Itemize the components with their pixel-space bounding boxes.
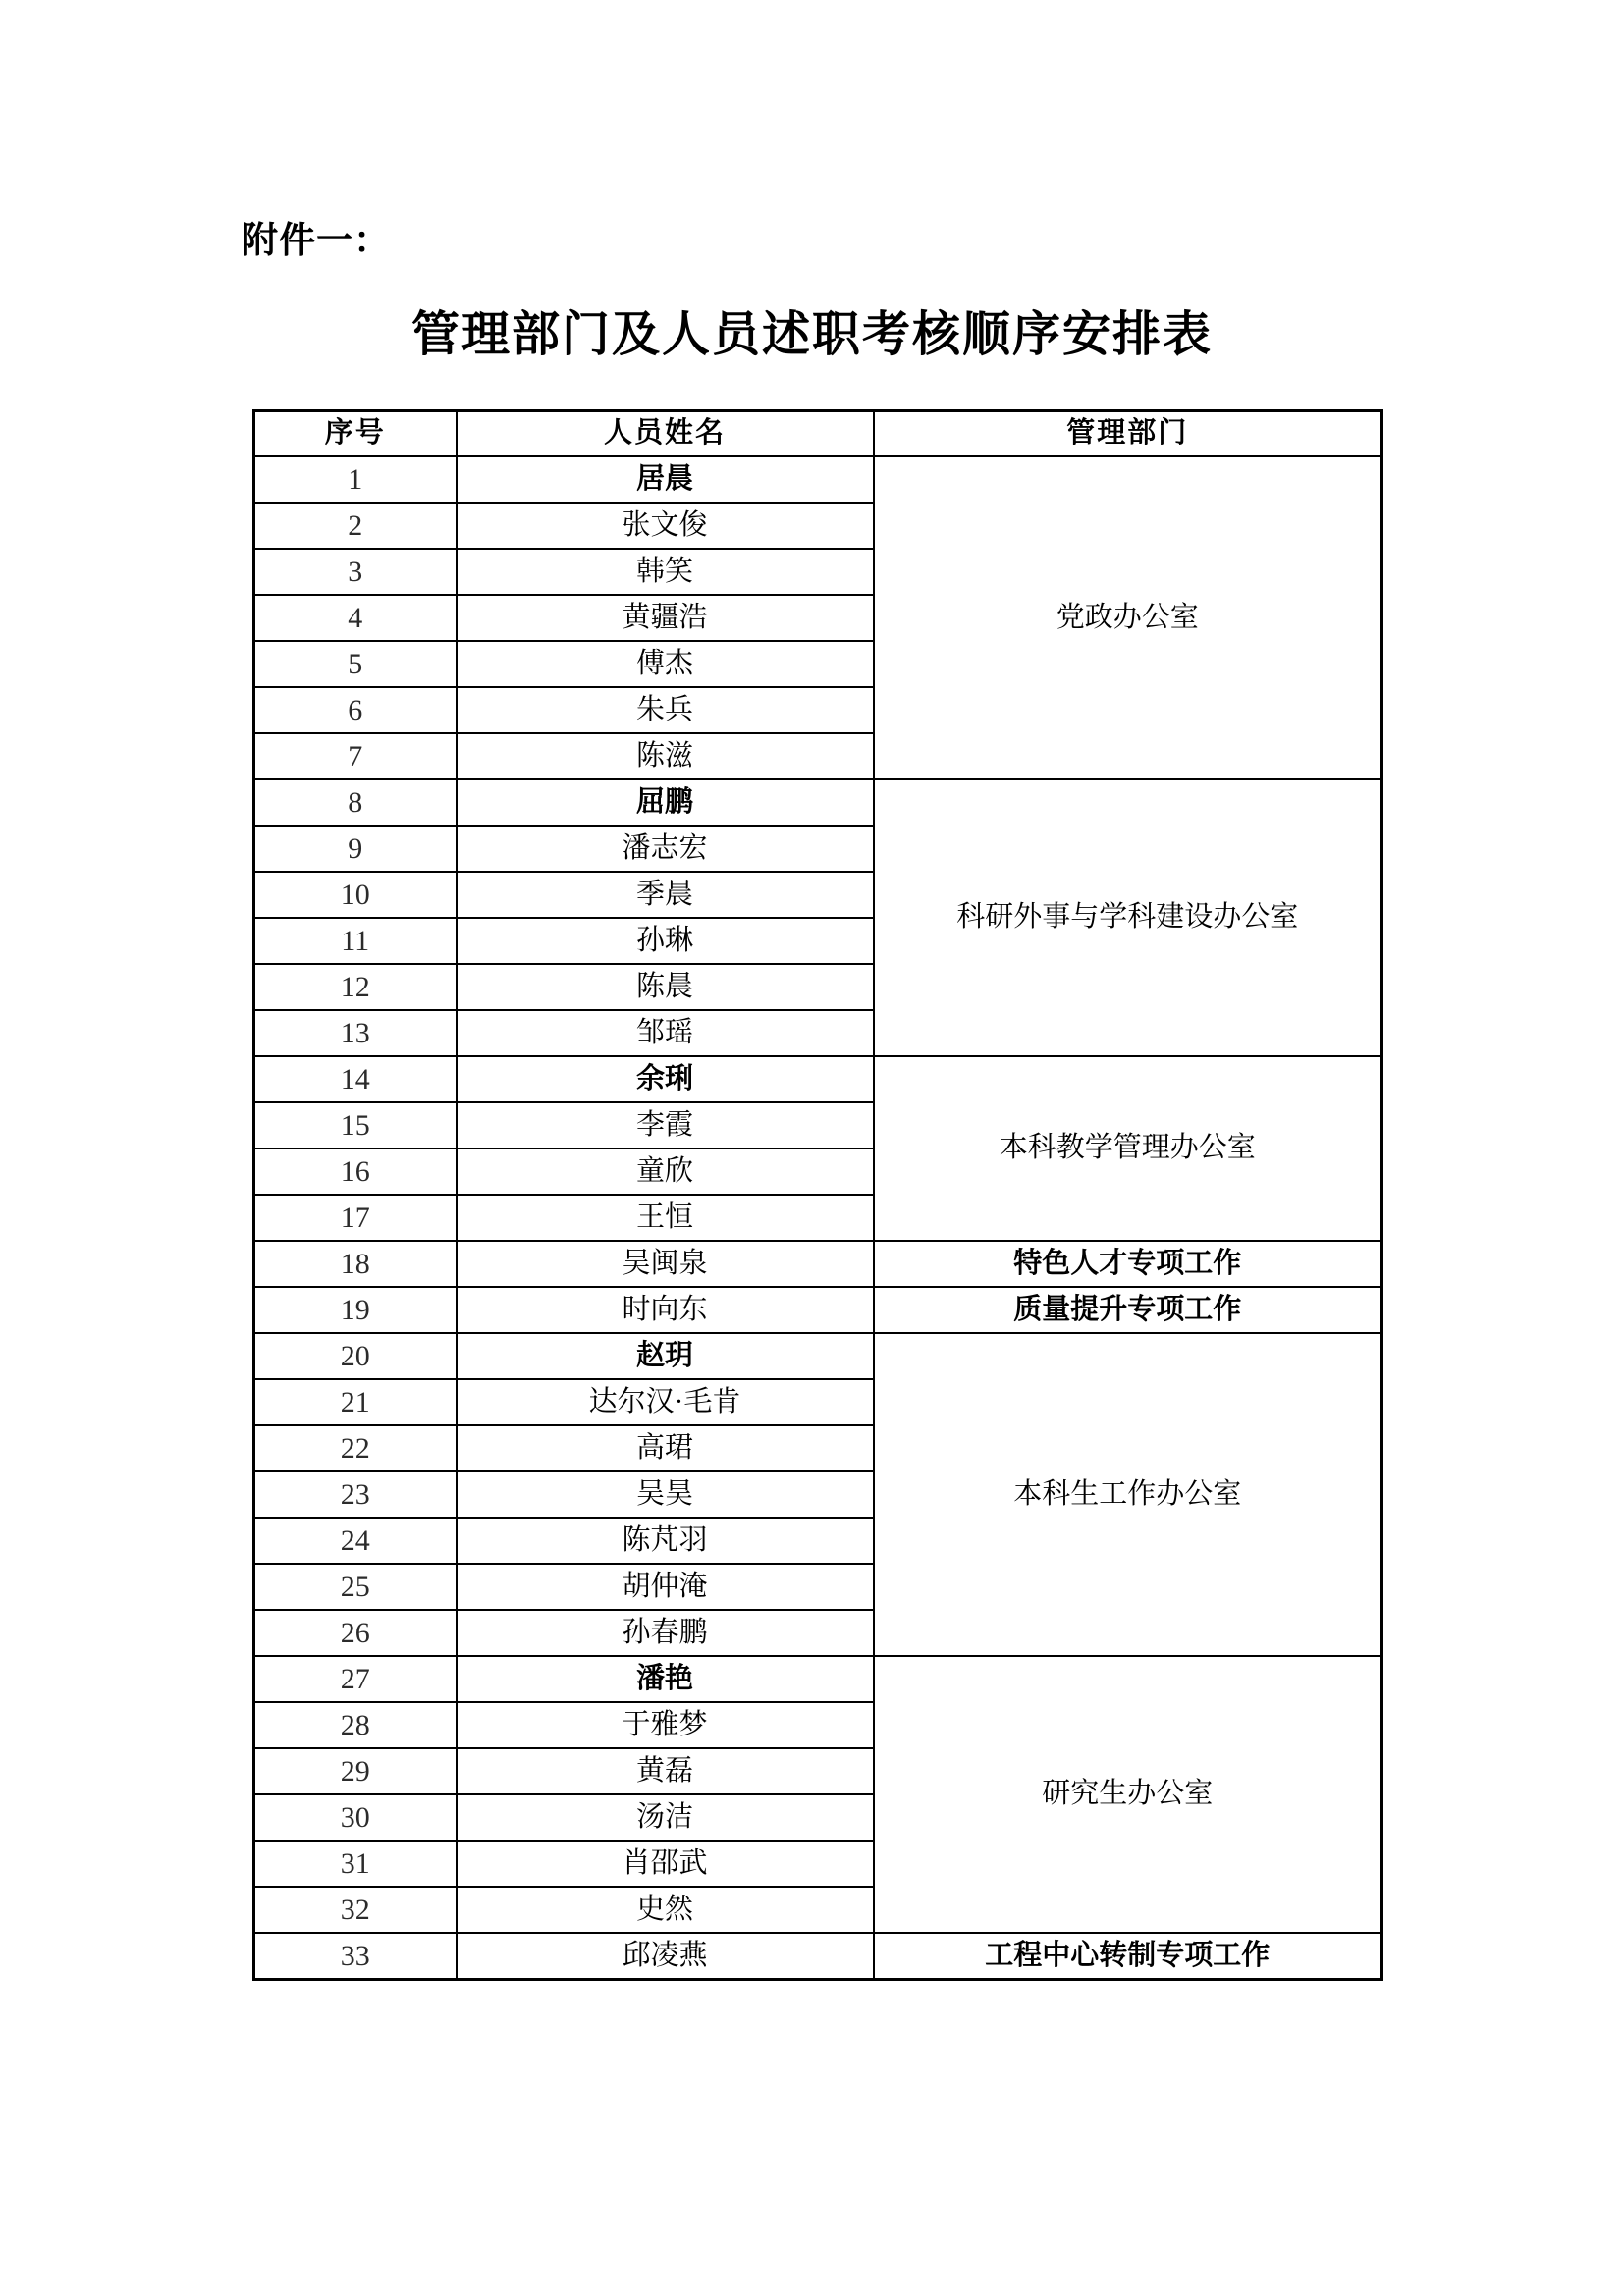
person-name-cell: 于雅梦 xyxy=(457,1702,874,1748)
row-number-cell: 31 xyxy=(254,1841,457,1887)
table-row xyxy=(254,779,1382,826)
person-name-cell: 季晨 xyxy=(457,872,874,918)
person-name-cell: 赵玥 xyxy=(457,1333,874,1379)
row-number-cell: 8 xyxy=(254,779,457,826)
row-number-cell: 17 xyxy=(254,1195,457,1241)
row-number-cell: 2 xyxy=(254,503,457,549)
person-name-cell: 邱凌燕 xyxy=(457,1933,874,1980)
row-number-cell: 25 xyxy=(254,1564,457,1610)
row-number-cell: 24 xyxy=(254,1518,457,1564)
row-number-cell: 13 xyxy=(254,1010,457,1056)
roster-table-container xyxy=(252,409,1380,1981)
row-number-cell: 19 xyxy=(254,1287,457,1333)
person-name-cell: 潘艳 xyxy=(457,1656,874,1702)
person-name-cell: 胡仲淹 xyxy=(457,1564,874,1610)
department-cell: 本科生工作办公室 xyxy=(874,1333,1382,1656)
table-row xyxy=(254,1056,1382,1102)
row-number-cell: 4 xyxy=(254,595,457,641)
row-number-cell: 14 xyxy=(254,1056,457,1102)
header-cell-name: 人员姓名 xyxy=(457,411,874,457)
department-cell: 质量提升专项工作 xyxy=(874,1287,1382,1333)
person-name-cell: 朱兵 xyxy=(457,687,874,733)
row-number-cell: 15 xyxy=(254,1102,457,1148)
department-cell: 本科教学管理办公室 xyxy=(874,1056,1382,1241)
table-row xyxy=(254,1241,1382,1287)
department-cell: 科研外事与学科建设办公室 xyxy=(874,779,1382,1056)
row-number-cell: 11 xyxy=(254,918,457,964)
table-row xyxy=(254,1656,1382,1702)
table-row xyxy=(254,1933,1382,1980)
table-row xyxy=(254,1333,1382,1379)
row-number-cell: 28 xyxy=(254,1702,457,1748)
roster-table xyxy=(252,409,1383,1981)
person-name-cell: 陈芃羽 xyxy=(457,1518,874,1564)
person-name-cell: 李霞 xyxy=(457,1102,874,1148)
person-name-cell: 傅杰 xyxy=(457,641,874,687)
row-number-cell: 21 xyxy=(254,1379,457,1425)
person-name-cell: 居晨 xyxy=(457,456,874,503)
person-name-cell: 童欣 xyxy=(457,1148,874,1195)
header-cell-number: 序号 xyxy=(254,411,457,457)
person-name-cell: 吴闽泉 xyxy=(457,1241,874,1287)
department-cell: 党政办公室 xyxy=(874,456,1382,779)
row-number-cell: 22 xyxy=(254,1425,457,1471)
table-row xyxy=(254,1287,1382,1333)
table-row xyxy=(254,456,1382,503)
row-number-cell: 1 xyxy=(254,456,457,503)
person-name-cell: 黄磊 xyxy=(457,1748,874,1794)
person-name-cell: 黄疆浩 xyxy=(457,595,874,641)
row-number-cell: 12 xyxy=(254,964,457,1010)
row-number-cell: 20 xyxy=(254,1333,457,1379)
person-name-cell: 达尔汉·毛肯 xyxy=(457,1379,874,1425)
department-cell: 研究生办公室 xyxy=(874,1656,1382,1933)
row-number-cell: 23 xyxy=(254,1471,457,1518)
row-number-cell: 16 xyxy=(254,1148,457,1195)
row-number-cell: 18 xyxy=(254,1241,457,1287)
header-cell-department: 管理部门 xyxy=(874,411,1382,457)
row-number-cell: 26 xyxy=(254,1610,457,1656)
person-name-cell: 屈鹏 xyxy=(457,779,874,826)
person-name-cell: 余琍 xyxy=(457,1056,874,1102)
person-name-cell: 韩笑 xyxy=(457,549,874,595)
row-number-cell: 5 xyxy=(254,641,457,687)
person-name-cell: 史然 xyxy=(457,1887,874,1933)
page-title: 管理部门及人员述职考核顺序安排表 xyxy=(410,307,1213,361)
row-number-cell: 10 xyxy=(254,872,457,918)
person-name-cell: 汤洁 xyxy=(457,1794,874,1841)
person-name-cell: 孙春鹏 xyxy=(457,1610,874,1656)
person-name-cell: 张文俊 xyxy=(457,503,874,549)
attachment-label: 附件一： xyxy=(242,220,391,260)
person-name-cell: 潘志宏 xyxy=(457,826,874,872)
row-number-cell: 30 xyxy=(254,1794,457,1841)
person-name-cell: 陈晨 xyxy=(457,964,874,1010)
person-name-cell: 吴昊 xyxy=(457,1471,874,1518)
header-row xyxy=(254,411,1382,457)
row-number-cell: 33 xyxy=(254,1933,457,1980)
row-number-cell: 3 xyxy=(254,549,457,595)
row-number-cell: 29 xyxy=(254,1748,457,1794)
row-number-cell: 27 xyxy=(254,1656,457,1702)
person-name-cell: 邹瑶 xyxy=(457,1010,874,1056)
row-number-cell: 32 xyxy=(254,1887,457,1933)
person-name-cell: 陈滋 xyxy=(457,733,874,779)
department-cell: 特色人才专项工作 xyxy=(874,1241,1382,1287)
department-cell: 工程中心转制专项工作 xyxy=(874,1933,1382,1980)
row-number-cell: 6 xyxy=(254,687,457,733)
person-name-cell: 肖邵武 xyxy=(457,1841,874,1887)
roster-table-body xyxy=(254,456,1382,1980)
row-number-cell: 9 xyxy=(254,826,457,872)
person-name-cell: 孙琳 xyxy=(457,918,874,964)
person-name-cell: 高珺 xyxy=(457,1425,874,1471)
row-number-cell: 7 xyxy=(254,733,457,779)
person-name-cell: 时向东 xyxy=(457,1287,874,1333)
person-name-cell: 王恒 xyxy=(457,1195,874,1241)
